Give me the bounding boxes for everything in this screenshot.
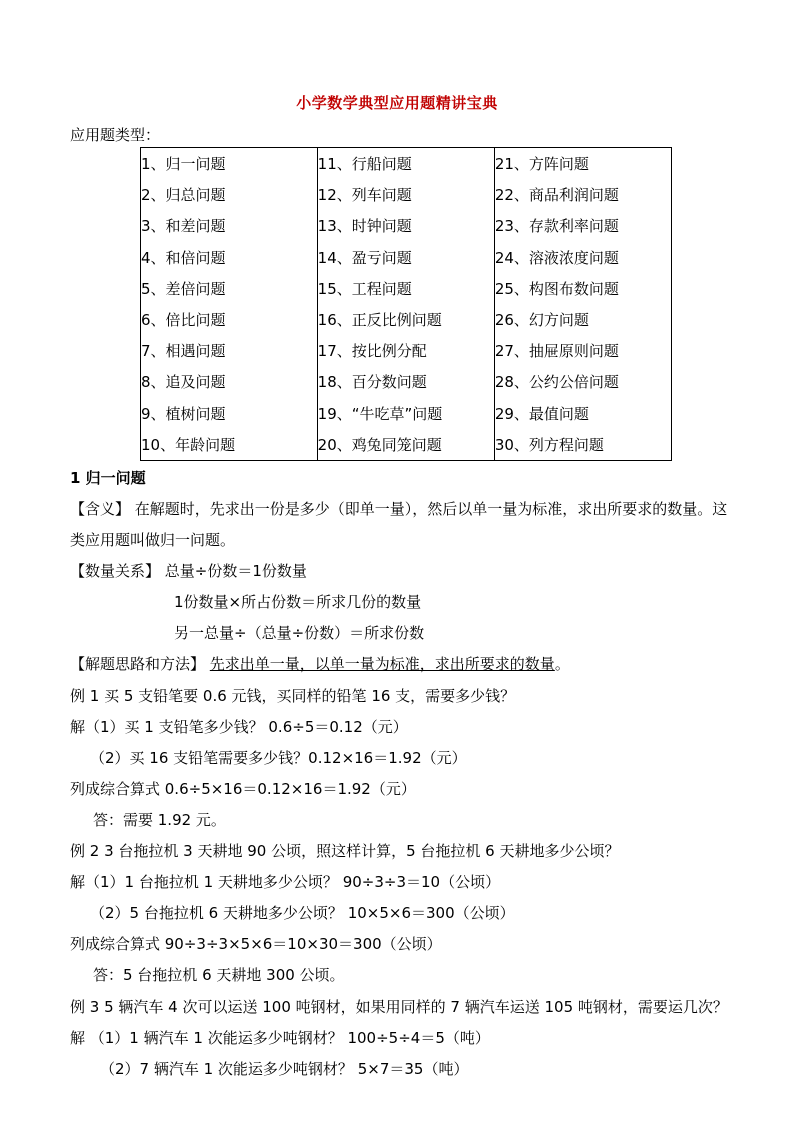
types-cell: 5、差倍问题 <box>141 273 318 304</box>
types-cell: 7、相遇问题 <box>141 335 318 366</box>
example-line: 列成综合算式 0.6÷5×16＝0.12×16＝1.92（元） <box>70 780 416 798</box>
example-line: 列成综合算式 90÷3÷3×5×6＝10×30＝300（公顷） <box>70 935 442 953</box>
meaning-line-2: 类应用题叫做归一问题。 <box>70 531 236 549</box>
types-cell: 11、行船问题 <box>317 148 494 180</box>
types-cell: 2、归总问题 <box>141 179 318 210</box>
types-cell: 30、列方程问题 <box>494 429 671 461</box>
types-cell: 1、归一问题 <box>141 148 318 180</box>
types-cell: 20、鸡兔同笼问题 <box>317 429 494 461</box>
example-line: （2）5 台拖拉机 6 天耕地多少公顷？ 10×5×6＝300（公顷） <box>90 904 515 922</box>
types-row <box>141 148 672 180</box>
types-row <box>141 242 672 273</box>
types-cell: 9、植树问题 <box>141 398 318 429</box>
types-row <box>141 273 672 304</box>
example-line: 例 1 买 5 支铅笔要 0.6 元钱，买同样的铅笔 16 支，需要多少钱？ <box>70 687 516 705</box>
types-cell: 8、追及问题 <box>141 366 318 397</box>
example-line: 解（1）1 台拖拉机 1 天耕地多少公顷？ 90÷3÷3＝10（公顷） <box>70 873 501 891</box>
example-line: 例 2 3 台拖拉机 3 天耕地 90 公顷，照这样计算，5 台拖拉机 6 天耕地多少公顷？ <box>70 842 620 860</box>
types-cell: 24、溶液浓度问题 <box>494 242 671 273</box>
example-line: （2）7 辆汽车 1 次能运多少吨钢材？ 5×7＝35（吨） <box>100 1060 469 1078</box>
types-cell: 19、“牛吃草”问题 <box>317 398 494 429</box>
example-line: 答：5 台拖拉机 6 天耕地 300 公顷。 <box>93 966 345 984</box>
types-row <box>141 179 672 210</box>
types-cell: 23、存款利率问题 <box>494 210 671 241</box>
relation-line-3: 另一总量÷（总量÷份数）＝所求份数 <box>174 624 425 642</box>
types-cell: 28、公约公倍问题 <box>494 366 671 397</box>
types-cell: 6、倍比问题 <box>141 304 318 335</box>
types-table <box>140 147 672 461</box>
types-cell: 15、工程问题 <box>317 273 494 304</box>
types-cell: 12、列车问题 <box>317 179 494 210</box>
meaning-text-1: 在解题时，先求出一份是多少（即单一量），然后以单一量为标准，求出所要求的数量。这 <box>134 500 728 518</box>
example-line: （2）买 16 支铅笔需要多少钱？0.12×16＝1.92（元） <box>90 749 467 767</box>
types-cell: 29、最值问题 <box>494 398 671 429</box>
types-label: 应用题类型： <box>70 126 161 144</box>
types-row <box>141 335 672 366</box>
types-cell: 21、方阵问题 <box>494 148 671 180</box>
relation-text-1: 总量÷份数＝1份数量 <box>164 562 307 580</box>
example-line: 答：需要 1.92 元。 <box>93 811 226 829</box>
section-heading: 1 归一问题 <box>70 469 146 487</box>
types-row <box>141 304 672 335</box>
method-tag: 【解题思路和方法】 <box>70 655 206 673</box>
types-cell: 22、商品利润问题 <box>494 179 671 210</box>
types-cell: 3、和差问题 <box>141 210 318 241</box>
types-cell: 18、百分数问题 <box>317 366 494 397</box>
meaning-tag: 【含义】 <box>70 500 131 518</box>
document-title: 小学数学典型应用题精讲宝典 <box>296 94 498 112</box>
types-row <box>141 398 672 429</box>
types-cell: 27、抽屉原则问题 <box>494 335 671 366</box>
types-row <box>141 366 672 397</box>
method-line <box>70 653 570 674</box>
types-cell: 4、和倍问题 <box>141 242 318 273</box>
types-cell: 26、幻方问题 <box>494 304 671 335</box>
types-cell: 17、按比例分配 <box>317 335 494 366</box>
types-cell: 25、构图布数问题 <box>494 273 671 304</box>
relation-line-2: 1份数量×所占份数＝所求几份的数量 <box>174 593 422 611</box>
relation-tag: 【数量关系】 <box>70 562 161 580</box>
meaning-line-1 <box>70 498 727 519</box>
example-line: 解（1）买 1 支铅笔多少钱？ 0.6÷5＝0.12（元） <box>70 718 408 736</box>
relation-line-1 <box>70 560 307 581</box>
types-cell: 16、正反比例问题 <box>317 304 494 335</box>
example-line: 例 3 5 辆汽车 4 次可以运送 100 吨钢材，如果用同样的 7 辆汽车运送 105 吨钢材，需要运几次？ <box>70 998 728 1016</box>
example-line: 解 （1）1 辆汽车 1 次能运多少吨钢材？ 100÷5÷4＝5（吨） <box>70 1029 490 1047</box>
types-cell: 10、年龄问题 <box>141 429 318 461</box>
method-text: 先求出单一量，以单一量为标准，求出所要求的数量 <box>209 655 555 673</box>
types-row <box>141 210 672 241</box>
method-end: 。 <box>554 655 570 673</box>
types-row <box>141 429 672 461</box>
types-cell: 13、时钟问题 <box>317 210 494 241</box>
types-cell: 14、盈亏问题 <box>317 242 494 273</box>
